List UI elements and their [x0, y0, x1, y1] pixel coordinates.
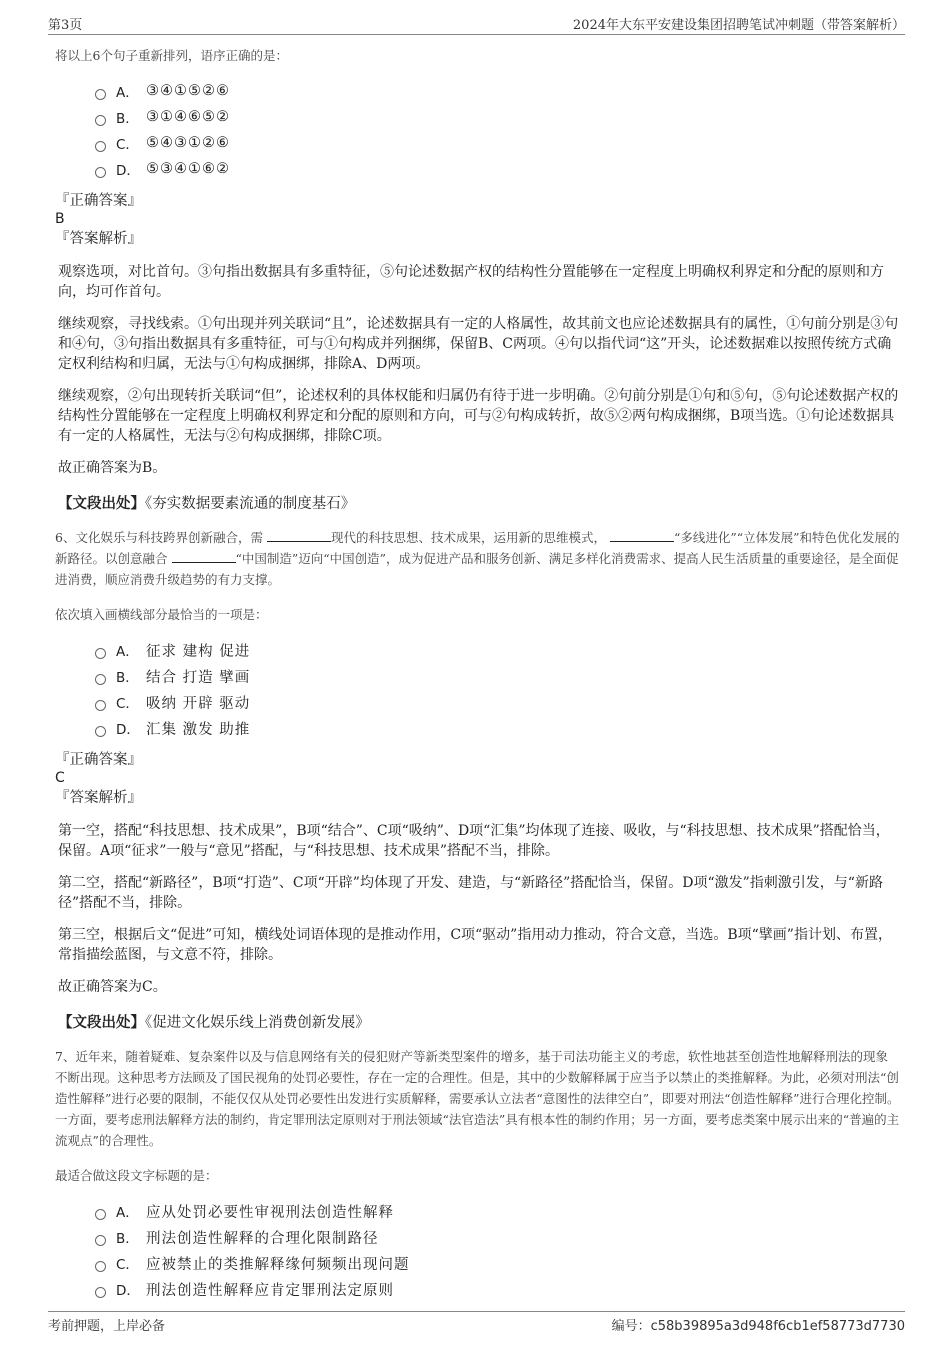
q5-source	[55, 492, 900, 513]
q7-option-b[interactable]: B． 刑法创造性解释的合理化限制路径	[95, 1224, 900, 1250]
source-title: 《夯实数据要素流通的制度基石》	[145, 496, 356, 512]
q7-text: 7、近年来，随着疑难、复杂案件以及与信息网络有关的侵犯财产等新类型案件的增多，基于司法功能主义的考虑，软性地甚至创造性地解释刑法的现象不断出现。这种思考方法顾及了国民视角的处罚必要性，存在一定的合理性。但是，其中的少数解释属于应当予以禁止的类推解释。为此，必须对刑法“创造性解释”进行必要的限制，不能仅仅从处罚必要性出发进行实质解释，需要承认立法者“意图性的法律空白”，即要对刑法“创造性解释”进行合理化控制。一方面，要考虑刑法解释方法的制约，肯定罪刑法定原则对于刑法领域“法官造法”具有根本性的制约作用；另一方面，要考虑类案中展示出来的“普遍的主流观点”的合理性。	[55, 1049, 900, 1148]
radio-icon[interactable]	[95, 648, 106, 659]
q7-option-a[interactable]: A． 应从处罚必要性审视刑法创造性解释	[95, 1198, 900, 1224]
q6-option-c[interactable]: C． 吸纳 开辟 驱动	[95, 689, 900, 715]
q7-prompt: 最适合做这段文字标题的是：	[55, 1168, 218, 1183]
source-label: 【文段出处】	[58, 1014, 145, 1031]
radio-icon[interactable]	[95, 141, 106, 152]
radio-icon[interactable]	[95, 674, 106, 685]
q5-analysis-para-3: 继续观察，②句出现转折关联词“但”，论述权利的具体权能和归属仍有待于进一步明确。②句前分别是①句和⑤句，⑤句论述数据产权的结构性分置能够在一定程度上明确权利界定和分配的原则和方向，可与②句构成转折，故⑤②两句构成捆绑，B项当选。①句论述数据具有一定的人格属性，无法与②句构成捆绑，排除C项。	[58, 388, 899, 444]
radio-icon[interactable]	[95, 115, 106, 126]
radio-icon[interactable]	[95, 726, 106, 737]
blank-1	[267, 529, 331, 542]
q6-analysis-para-1: 第一空，搭配“科技思想、技术成果”，B项“结合”、C项“吸纳”、D项“汇集”均体现了连接、吸收，与“科技思想、技术成果”搭配恰当，保留。A项“征求”一般与“意见”搭配，与“科技思想、技术成果”搭配不当，排除。	[58, 823, 890, 859]
q5-options	[55, 78, 900, 182]
q5-prompt: 将以上6个句子重新排列，语序正确的是：	[55, 48, 288, 63]
blank-2	[610, 529, 674, 542]
blank-3	[172, 550, 236, 563]
q6-analysis-para-4: 故正确答案为C。	[58, 979, 167, 995]
q5-analysis-para-2: 继续观察，寻找线索。①句出现并列关联词“且”，论述数据具有一定的人格属性，故其前文也应论述数据具有的属性，①句前分别是③句和④句，③句指出数据具有多重特征，可与①句构成并列捆绑，保留B、C两项。④句以指代词“这”开头，论述数据难以按照传统方式确定权利结构和归属，无法与①句构成捆绑，排除A、D两项。	[58, 316, 899, 372]
radio-icon[interactable]	[95, 167, 106, 178]
q6-source	[55, 1011, 900, 1032]
radio-icon[interactable]	[95, 1235, 106, 1246]
q6-prompt: 依次填入画横线部分最恰当的一项是：	[55, 607, 268, 622]
q5-analysis-label: 『答案解析』	[55, 231, 142, 247]
q5-answer-label: 『正确答案』	[55, 193, 142, 209]
q5-analysis-para-1: 观察选项，对比首句。③句指出数据具有多重特征，⑤句论述数据产权的结构性分置能够在一定程度上明确权利界定和分配的原则和方向，均可作首句。	[58, 264, 884, 300]
radio-icon[interactable]	[95, 700, 106, 711]
q6-analysis-para-2: 第二空，搭配“新路径”，B项“打造”、C项“开辟”均体现了开发、建造，与“新路径”搭配恰当，保留。D项“激发”指刺激引发，与“新路径”搭配不当，排除。	[58, 875, 883, 911]
q5-option-b[interactable]: B． ③①④⑥⑤②	[95, 104, 900, 130]
radio-icon[interactable]	[95, 1209, 106, 1220]
q6-answer-label: 『正确答案』	[55, 752, 142, 768]
q6-option-b[interactable]: B． 结合 打造 擘画	[95, 663, 900, 689]
footer-code-value: c58b39895a3d948f6cb1ef58773d7730	[650, 1319, 905, 1334]
q7-options	[55, 1198, 900, 1302]
q6-option-a[interactable]: A． 征求 建构 促进	[95, 637, 900, 663]
q6-option-d[interactable]: D． 汇集 激发 助推	[95, 715, 900, 741]
document-title: 2024年大东平安建设集团招聘笔试冲刺题（带答案解析）	[572, 18, 905, 33]
q6-answer: C	[55, 770, 65, 786]
q5-option-d[interactable]: D． ⑤③④①⑥②	[95, 156, 900, 182]
source-label: 【文段出处】	[58, 495, 145, 512]
radio-icon[interactable]	[95, 89, 106, 100]
page-header	[48, 12, 905, 35]
q6-analysis-para-3: 第三空，根据后文“促进”可知，横线处词语体现的是推动作用，C项“驱动”指用动力推动，符合文意，当选。B项“擘画”指计划、布置，常指描绘蓝图，与文意不符，排除。	[58, 927, 892, 963]
radio-icon[interactable]	[95, 1287, 106, 1298]
q5-analysis-para-4: 故正确答案为B。	[58, 460, 167, 476]
q6-text: 6、文化娱乐与科技跨界创新融合，需 现代的科技思想、技术成果，运用新的思维模式， “多线进化”“立体发展”和特色优化发展的新路径。以创意融合 “中国制造”迈向“中国创造”，成为促进产品和服务创新、满足多样化消费需求、提高人民生活质量的重要途径，是全面促进消费，顺应消费升级趋势的有力支撑。	[55, 530, 900, 587]
q7-option-c[interactable]: C． 应被禁止的类推解释缘何频频出现问题	[95, 1250, 900, 1276]
q6-options	[55, 637, 900, 741]
page-footer	[48, 1311, 905, 1334]
footer-code	[612, 1315, 905, 1334]
q7-option-d[interactable]: D． 刑法创造性解释应肯定罪刑法定原则	[95, 1276, 900, 1302]
radio-icon[interactable]	[95, 1261, 106, 1272]
main-content	[55, 45, 900, 1302]
source-title: 《促进文化娱乐线上消费创新发展》	[145, 1015, 370, 1031]
page-number: 第3页	[48, 18, 83, 33]
q6-analysis-label: 『答案解析』	[55, 790, 142, 806]
footer-slogan: 考前押题，上岸必备	[48, 1319, 166, 1334]
q5-option-c[interactable]: C． ⑤④③①②⑥	[95, 130, 900, 156]
q5-option-a[interactable]: A． ③④①⑤②⑥	[95, 78, 900, 104]
footer-code-label: 编号：	[611, 1319, 651, 1334]
q5-answer: B	[55, 211, 65, 227]
